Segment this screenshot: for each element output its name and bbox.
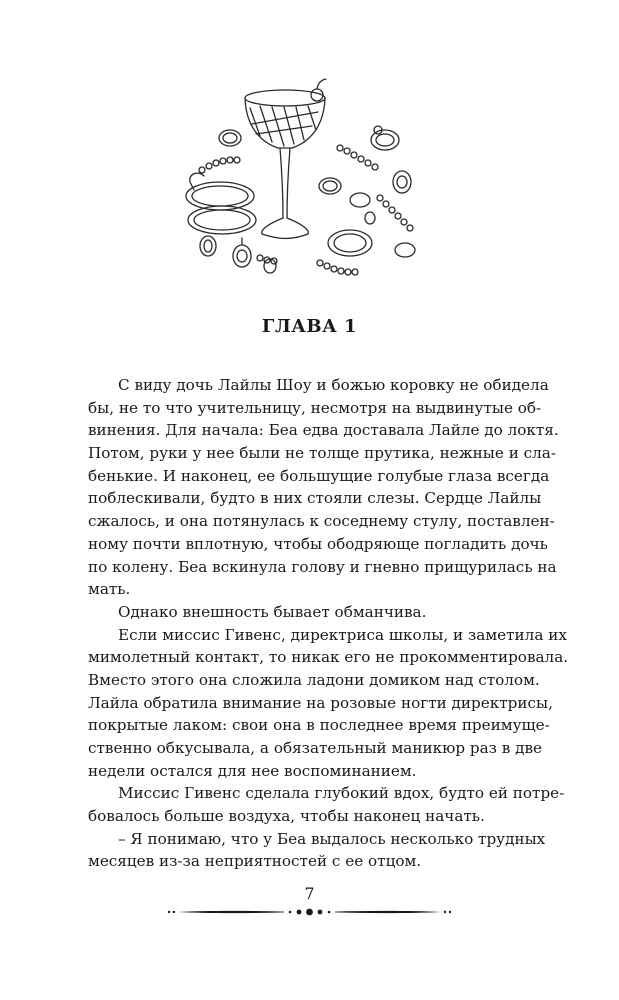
text-line: сжалось, и она потянулась к соседнему стулу, поставлен- xyxy=(88,512,555,531)
text-line: – Я понимаю, что у Беа выдалось несколько трудных xyxy=(118,829,546,848)
text-line: бовалось больше воздуха, чтобы наконец начать. xyxy=(88,807,485,826)
text-line: покрытые лаком: свои она в последнее время преимуще- xyxy=(88,716,550,735)
cocktail-glass-icon xyxy=(245,79,326,239)
text-line: Если миссис Гивенс, директриса школы, и заметила их xyxy=(118,625,567,644)
text-line: С виду дочь Лайлы Шоу и божью коровку не обидела xyxy=(118,376,549,394)
text-line: Однако внешность бывает обманчива. xyxy=(118,602,427,621)
text-line: Лайла обратила внимание на розовые ногти директрисы, xyxy=(88,693,553,712)
text-line: месяцев из-за неприятностей с ее отцом. xyxy=(88,852,422,871)
text-line: недели остался для нее воспоминанием. xyxy=(88,761,417,780)
ring-icon xyxy=(219,126,415,257)
bangle-bracelet-icon xyxy=(186,173,256,234)
text-line: мимолетный контакт, то никак его не прокомментировала. xyxy=(88,648,569,667)
chapter-title: ГЛАВА 1 xyxy=(261,316,358,337)
folio-ornament xyxy=(166,905,453,919)
text-line: Потом, руки у нее были не толще прутика, нежные и сла- xyxy=(88,444,556,463)
page-number: 7 xyxy=(304,884,315,903)
text-line: ному почти вплотную, чтобы ободряюще погладить дочь xyxy=(88,534,548,553)
text-line: бы, не то что учительницу, несмотря на выдвинутые об- xyxy=(88,398,542,417)
chapter-body-text xyxy=(88,374,569,873)
text-line: Вместо этого она сложила ладони домиком над столом. xyxy=(88,670,540,689)
text-line: Миссис Гивенс сделала глубокий вдох, будто ей потре- xyxy=(118,784,565,803)
text-line: винения. Для начала: Беа едва доставала Лайле до локтя. xyxy=(88,421,559,440)
text-line: поблескивали, будто в них стояли слезы. Сердце Лайлы xyxy=(88,489,542,508)
text-line: по колену. Беа вскинула голову и гневно прищурилась на xyxy=(88,557,557,576)
text-line: бенькие. И наконец, ее большущие голубые глаза всегда xyxy=(88,466,550,485)
text-line: ственно обкусывала, а обязательный маникюр раз в две xyxy=(88,739,543,757)
text-line: мать. xyxy=(88,580,131,599)
cocktail-jewelry-illustration xyxy=(180,78,435,293)
